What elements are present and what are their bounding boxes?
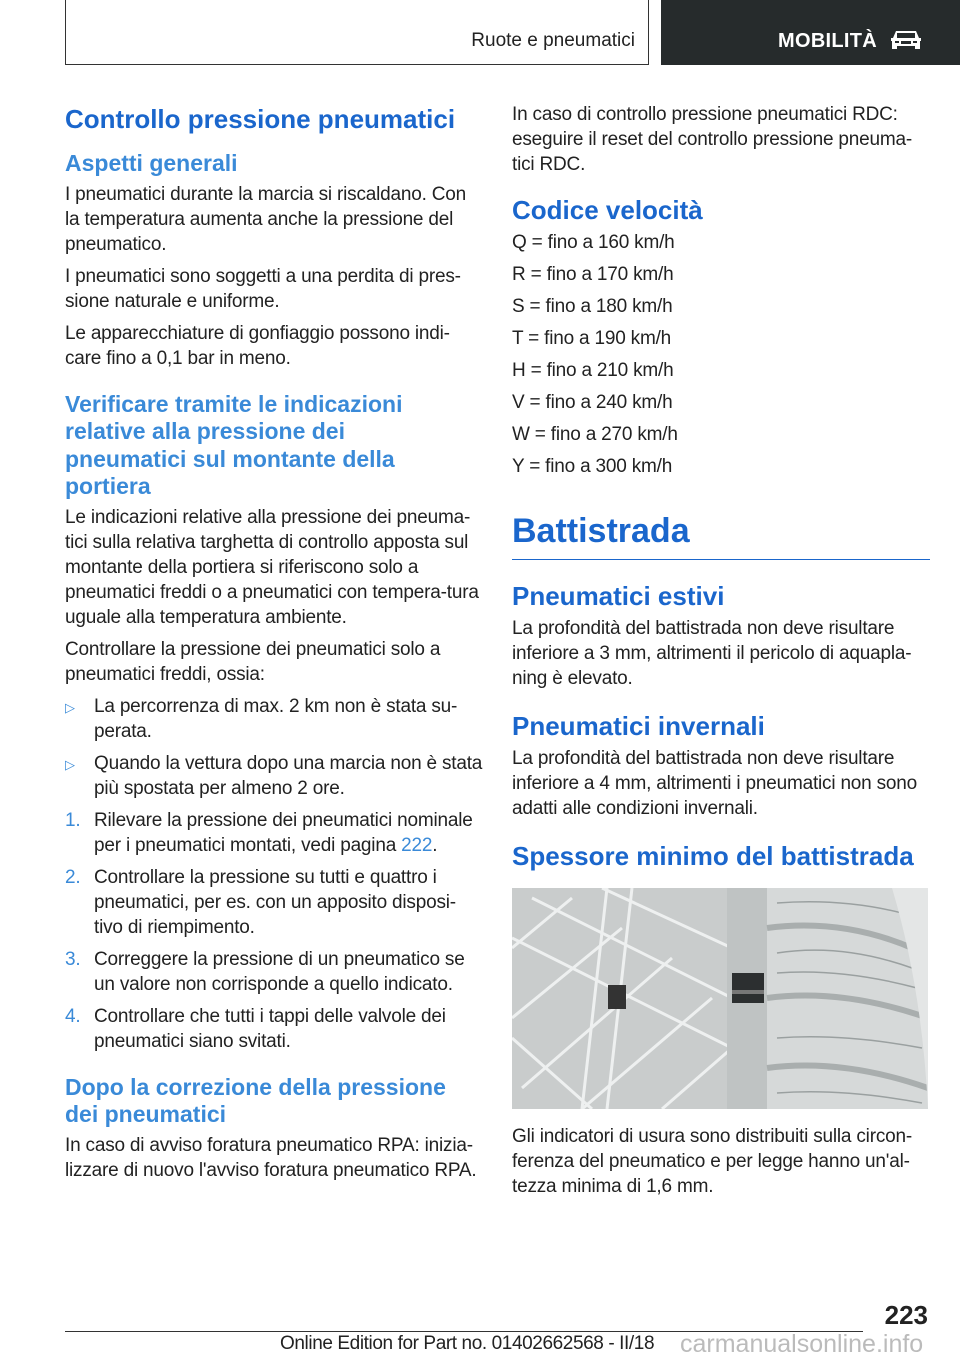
speed-code-list	[512, 230, 930, 479]
list-item: 3. Correggere la pressione di un pneumatico se un valore non corrisponde a quello indicato.	[65, 948, 465, 995]
section-heading: Dopo la correzione della pressione dei pneumatici	[65, 1073, 446, 1127]
paragraph: Le apparecchiature di gonfiaggio possono indi-care fino a 0,1 bar in meno.	[65, 322, 450, 369]
section-heading: Spessore minimo del battistrada	[512, 841, 914, 871]
page-number: 223	[884, 1300, 928, 1330]
bullet-list	[65, 694, 483, 801]
chapter-heading: Battistrada	[512, 509, 930, 560]
paragraph: I pneumatici sono soggetti a una perdita di pres-sione naturale e uniforme.	[65, 265, 461, 312]
watermark: carmanualsonline.info	[680, 1330, 924, 1358]
list-item: ▷ La percorrenza di max. 2 km non è stata su-perata.	[65, 695, 458, 742]
page-link[interactable]: 222	[401, 834, 433, 856]
speed-code: W = fino a 270 km/h	[512, 424, 678, 445]
speed-code: R = fino a 170 km/h	[512, 264, 674, 285]
header-section: Ruote e pneumatici	[471, 30, 635, 51]
chapter-tab	[661, 0, 960, 65]
paragraph: La profondità del battistrada non deve risultare inferiore a 4 mm, altrimenti i pneumatici non sono adatti alle condizioni invernali.	[512, 748, 918, 819]
paragraph: In caso di controllo pressione pneumatici RDC: eseguire il reset del controllo pressione pneuma-tici RDC.	[512, 104, 912, 175]
triangle-bullet-icon: ▷	[65, 756, 75, 772]
speed-code: T = fino a 190 km/h	[512, 328, 672, 349]
speed-code: Q = fino a 160 km/h	[512, 232, 675, 253]
triangle-bullet-icon: ▷	[65, 699, 75, 715]
car-icon	[890, 28, 922, 52]
paragraph: I pneumatici durante la marcia si riscaldano. Con la temperatura aumenta anche la pressione del pneumatico.	[65, 183, 467, 255]
list-item: 1. Rilevare la pressione dei pneumatici nominale per i pneumatici montati, vedi pagina 222.	[65, 809, 473, 856]
speed-code: Y = fino a 300 km/h	[512, 456, 673, 477]
speed-code: V = fino a 240 km/h	[512, 392, 673, 413]
steps-list	[65, 808, 483, 1054]
right-column	[512, 102, 930, 1206]
chapter-title: MOBILITÀ	[778, 30, 878, 52]
list-item: 4. Controllare che tutti i tappi delle valvole dei pneumatici siano svitati.	[65, 1005, 446, 1052]
tread-wear-indicator-illustration	[512, 888, 928, 1109]
paragraph: In caso di avviso foratura pneumatico RPA: inizia-lizzare di nuovo l'avviso foratura pneumatico RPA.	[65, 1134, 477, 1181]
section-heading: Codice velocità	[512, 195, 703, 225]
paragraph: Controllare la pressione dei pneumatici solo a pneumatici freddi, ossia:	[65, 638, 441, 685]
caption: Gli indicatori di usura sono distribuiti sulla circon-ferenza del pneumatico e per legge hanno un'al-tezza minima di 1,6 mm.	[512, 1126, 912, 1197]
paragraph: La profondità del battistrada non deve risultare inferiore a 3 mm, altrimenti il pericolo di aquapla-ning è elevato.	[512, 618, 912, 689]
section-heading: Pneumatici invernali	[512, 711, 765, 741]
paragraph: Le indicazioni relative alla pressione dei pneuma-tici sulla relativa targhetta di controllo apposta sul montante della portiera si riferiscono solo a pneumatici freddi o a pneumatici con tempera-tura uguale alla temperatura ambiente.	[65, 506, 479, 628]
edition-text: Online Edition for Part no. 01402662568 - II/18	[280, 1333, 655, 1354]
section-heading: Verificare tramite le indicazioni relative alla pressione dei pneumatici sul montante della portiera	[65, 390, 403, 499]
speed-code: H = fino a 210 km/h	[512, 360, 674, 381]
list-item: ▷ Quando la vettura dopo una marcia non è stata più spostata per almeno 2 ore.	[65, 752, 483, 799]
section-heading: Aspetti generali	[65, 150, 238, 176]
section-heading: Pneumatici estivi	[512, 581, 725, 611]
page-title: Controllo pressione pneumatici	[65, 104, 456, 134]
speed-code: S = fino a 180 km/h	[512, 296, 673, 317]
left-column	[65, 102, 483, 1190]
list-item: 2. Controllare la pressione su tutti e quattro i pneumatici, per es. con un apposito disposi-tivo di riempimento.	[65, 866, 456, 938]
